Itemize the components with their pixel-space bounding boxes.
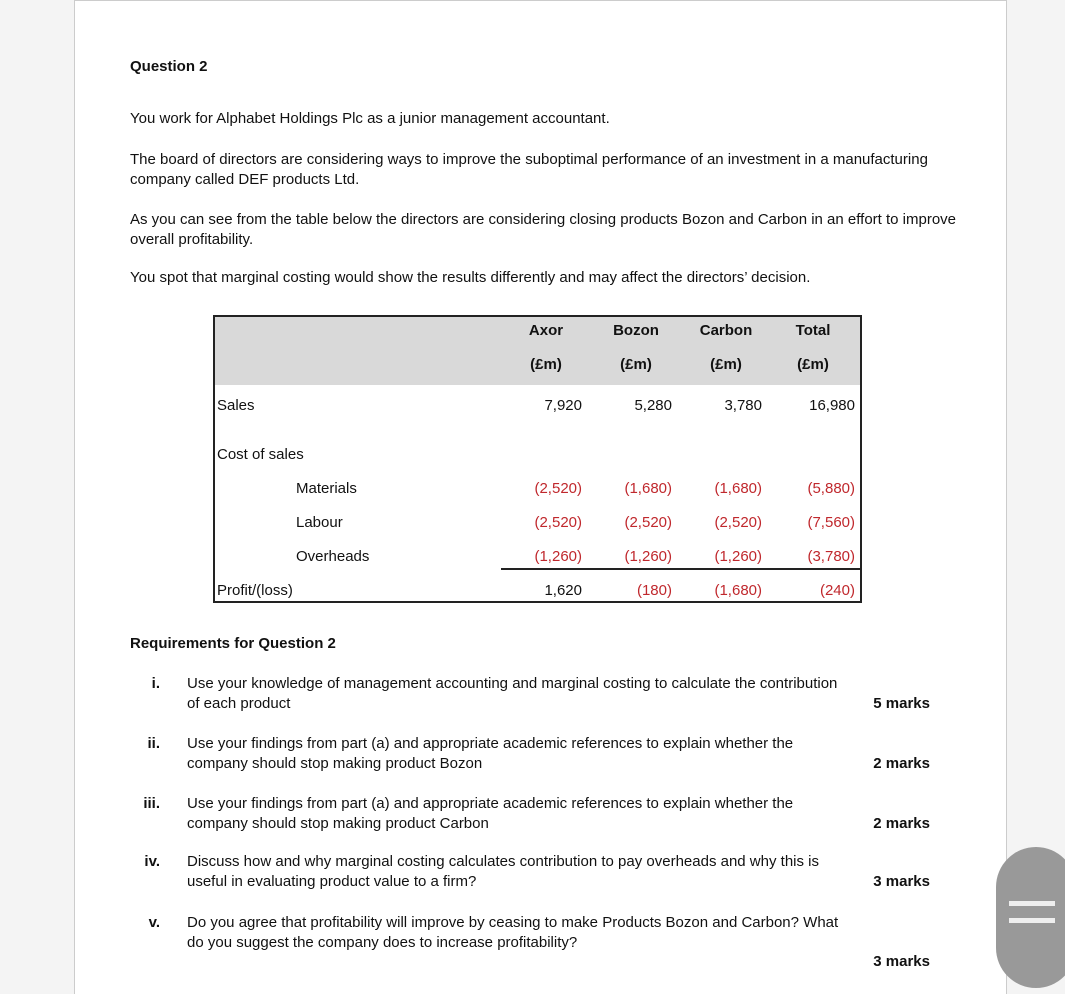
total-rule (501, 568, 860, 570)
table-cell: (2,520) (534, 480, 582, 497)
column-header: Bozon (613, 322, 659, 339)
requirement-number: iii. (143, 795, 160, 812)
table-cell: (2,520) (624, 514, 672, 531)
column-unit: (£m) (530, 356, 562, 373)
row-label: Sales (217, 397, 255, 414)
table-cell: (1,680) (714, 582, 762, 599)
profit-table (213, 315, 862, 603)
marks: 2 marks (873, 815, 930, 832)
table-cell: 1,620 (544, 582, 582, 599)
table-cell: (7,560) (807, 514, 855, 531)
requirement-text (187, 794, 937, 834)
requirement-line: company should stop making product Bozon (187, 755, 483, 772)
requirement-line: company should stop making product Carbon (187, 815, 489, 832)
paragraph: The board of directors are considering ways to improve the suboptimal performance of an investment in a manufacturing company called DEF products Ltd. (130, 151, 928, 188)
table-cell: 5,280 (634, 397, 672, 414)
grip-line-icon (1009, 918, 1055, 923)
requirement-text (187, 913, 937, 953)
requirement-line: Use your findings from part (a) and appropriate academic references to explain whether the (187, 735, 794, 752)
requirement-line: Do you agree that profitability will improve by ceasing to make Products Bozon and Carbon? What (187, 914, 839, 931)
column-unit: (£m) (710, 356, 742, 373)
row-label: Labour (296, 514, 343, 531)
requirement-line: of each product (187, 695, 291, 712)
table-cell: (1,680) (714, 480, 762, 497)
requirements-title: Requirements for Question 2 (130, 635, 336, 652)
row-label: Overheads (296, 548, 370, 565)
column-unit: (£m) (797, 356, 829, 373)
table-cell: 7,920 (544, 397, 582, 414)
requirement-line: Discuss how and why marginal costing calculates contribution to pay overheads and why this is (187, 853, 819, 870)
requirement-text (187, 852, 937, 892)
requirement-item (130, 852, 930, 892)
requirement-number: iv. (144, 853, 160, 870)
requirement-text (187, 674, 937, 714)
requirement-item (130, 674, 930, 714)
table-cell: (240) (819, 582, 855, 599)
table-cell: (2,520) (534, 514, 582, 531)
marks: 2 marks (873, 755, 930, 772)
marks: 3 marks (873, 873, 930, 890)
table-cell: (180) (636, 582, 672, 599)
marks: 5 marks (873, 695, 930, 712)
requirement-item (130, 913, 930, 973)
table-cell: (1,260) (534, 548, 582, 565)
column-header: Total (795, 322, 831, 339)
column-header: Axor (528, 322, 564, 339)
row-label: Materials (296, 480, 357, 497)
row-label: Profit/(loss) (217, 582, 293, 599)
paragraph: You work for Alphabet Holdings Plc as a junior management accountant. (130, 110, 610, 127)
table-cell: (1,260) (624, 548, 672, 565)
table-cell: (1,680) (624, 480, 672, 497)
table-cell: 16,980 (809, 397, 855, 414)
column-header: Carbon (699, 322, 753, 339)
table-cell: 3,780 (724, 397, 762, 414)
requirement-item (130, 794, 930, 834)
grip-line-icon (1009, 901, 1055, 906)
requirement-number: ii. (147, 735, 160, 752)
requirement-text (187, 734, 937, 774)
question-title: Question 2 (130, 58, 208, 75)
scroll-handle[interactable] (996, 847, 1065, 988)
requirement-line: useful in evaluating product value to a firm? (187, 873, 477, 890)
column-unit: (£m) (620, 356, 652, 373)
table-cell: (3,780) (807, 548, 855, 565)
marks: 3 marks (873, 953, 930, 970)
requirement-number: i. (151, 675, 160, 692)
requirement-line: Use your findings from part (a) and appropriate academic references to explain whether the (187, 795, 794, 812)
requirement-item (130, 734, 930, 774)
row-label: Cost of sales (217, 446, 304, 463)
requirement-line: do you suggest the company does to increase profitability? (187, 934, 578, 951)
table-cell: (1,260) (714, 548, 762, 565)
requirement-number: v. (148, 914, 160, 931)
paragraph: As you can see from the table below the directors are considering closing products Bozon and Carbon in an effort to improve overall profitability. (130, 211, 957, 248)
table-cell: (2,520) (714, 514, 762, 531)
paragraph: You spot that marginal costing would show the results differently and may affect the directors’ decision. (130, 269, 811, 286)
table-cell: (5,880) (807, 480, 855, 497)
requirement-line: Use your knowledge of management accounting and marginal costing to calculate the contribution (187, 675, 838, 692)
